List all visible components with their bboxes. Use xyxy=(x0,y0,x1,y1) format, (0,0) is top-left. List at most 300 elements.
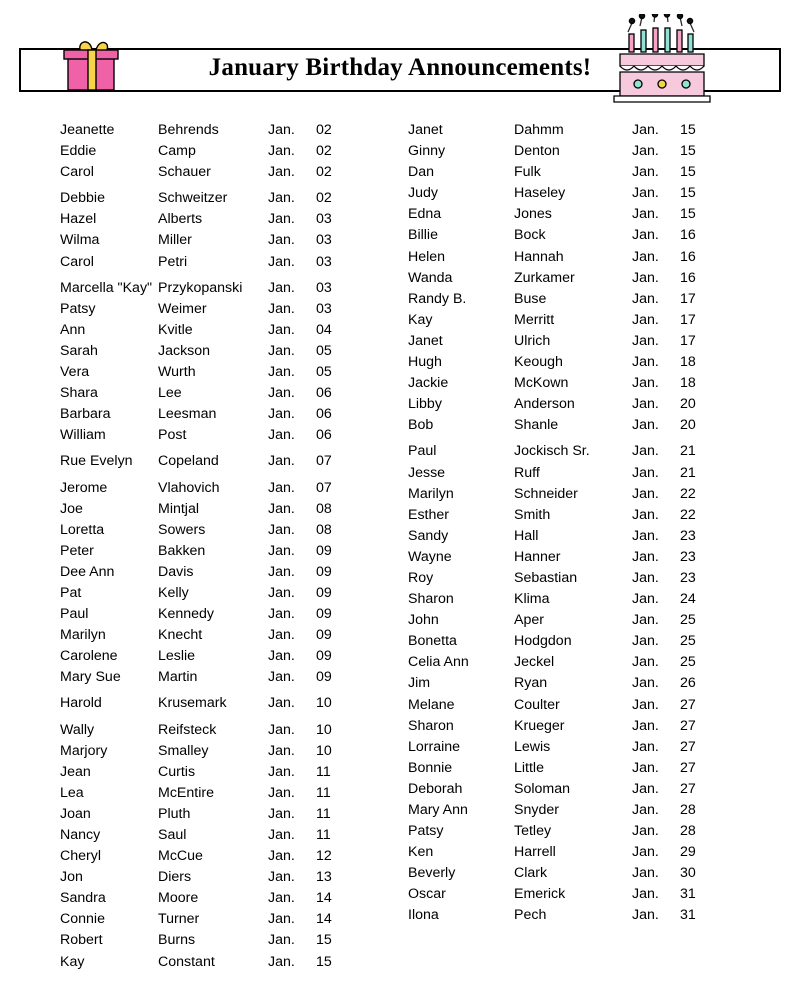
first-name: Roy xyxy=(408,569,434,586)
last-name: Diers xyxy=(158,869,192,886)
birth-day: 11 xyxy=(316,763,331,780)
birth-month: Jan. xyxy=(632,865,659,882)
last-name: McEntire xyxy=(158,784,214,801)
first-name: Shara xyxy=(60,385,98,402)
first-name: Sarah xyxy=(60,342,98,359)
first-name: Wayne xyxy=(408,548,452,565)
first-name: Lorraine xyxy=(408,738,461,755)
last-name: Smith xyxy=(514,506,551,523)
first-name: Carolene xyxy=(60,648,118,665)
birth-month: Jan. xyxy=(632,396,659,413)
last-name: Anderson xyxy=(514,396,575,413)
page-title: January Birthday Announcements! xyxy=(208,54,592,81)
first-name: Nancy xyxy=(60,827,101,843)
birth-day: 27 xyxy=(680,780,696,797)
last-name: Schauer xyxy=(158,164,211,181)
birth-day: 09 xyxy=(316,648,332,665)
birthday-row xyxy=(60,930,400,951)
birth-month: Jan. xyxy=(268,606,295,623)
birth-day: 23 xyxy=(680,548,696,565)
last-name: Jockisch Sr. xyxy=(514,443,590,460)
first-name: Beverly xyxy=(408,865,456,882)
first-name: Judy xyxy=(408,185,438,202)
first-name: Ginny xyxy=(408,143,446,160)
last-name: Clark xyxy=(514,865,548,882)
first-name: Sandra xyxy=(60,890,106,907)
birthday-row xyxy=(408,352,782,373)
birth-month: Jan. xyxy=(632,569,659,586)
first-name: Ann xyxy=(60,321,86,338)
first-name: Marjory xyxy=(60,742,108,759)
last-name: Fulk xyxy=(514,164,541,181)
birthday-row xyxy=(408,821,782,842)
birth-day: 21 xyxy=(680,443,696,460)
first-name: Vera xyxy=(60,364,90,381)
last-name: Hall xyxy=(514,527,539,544)
birthday-row xyxy=(60,141,400,162)
birthday-cake-icon xyxy=(606,14,726,106)
birthday-row xyxy=(60,952,400,973)
birth-day: 09 xyxy=(316,563,332,580)
birthday-row xyxy=(408,484,782,505)
birth-day: 22 xyxy=(680,485,696,502)
birth-day: 16 xyxy=(680,269,696,286)
birth-month: Jan. xyxy=(268,300,295,317)
first-name: Marcella "Kay" xyxy=(60,279,153,296)
birth-month: Jan. xyxy=(632,759,659,776)
birthday-row xyxy=(60,425,400,446)
last-name: Knecht xyxy=(158,627,203,644)
first-name: Paul xyxy=(408,443,437,460)
first-name: Jesse xyxy=(408,464,446,481)
first-name: Wally xyxy=(60,721,95,738)
last-name: Wurth xyxy=(158,364,196,381)
birthday-row xyxy=(60,562,400,583)
birth-day: 09 xyxy=(316,542,332,559)
first-name: Joan xyxy=(60,805,91,822)
birth-month: Jan. xyxy=(632,548,659,565)
birthday-row xyxy=(408,589,782,610)
birth-day: 02 xyxy=(316,164,332,181)
last-name: Klima xyxy=(514,591,550,608)
birth-day: 15 xyxy=(680,143,696,160)
first-name: Ken xyxy=(408,844,434,861)
birth-day: 13 xyxy=(316,869,332,886)
birthday-row xyxy=(60,583,400,604)
birthday-row xyxy=(60,120,400,141)
birth-month: Jan. xyxy=(632,311,659,328)
first-name: Debbie xyxy=(60,190,105,207)
birth-month: Jan. xyxy=(632,290,659,307)
last-name: Camp xyxy=(158,143,196,160)
birth-day: 15 xyxy=(680,206,696,223)
first-name: Dee Ann xyxy=(60,563,115,580)
first-name: John xyxy=(408,612,439,629)
birth-day: 16 xyxy=(680,248,696,265)
birth-month: Jan. xyxy=(268,164,295,181)
first-name: Eddie xyxy=(60,143,97,160)
first-name: Sharon xyxy=(408,591,454,608)
birth-month: Jan. xyxy=(268,953,295,970)
birthday-row xyxy=(60,320,400,341)
birth-month: Jan. xyxy=(268,742,295,759)
birth-month: Jan. xyxy=(268,479,295,496)
birth-month: Jan. xyxy=(632,443,659,460)
birth-month: Jan. xyxy=(632,506,659,523)
birthday-row xyxy=(60,804,400,825)
birth-month: Jan. xyxy=(268,695,295,712)
gift-icon xyxy=(52,34,128,100)
first-name: Wilma xyxy=(60,232,100,249)
birth-month: Jan. xyxy=(632,485,659,502)
last-name: Harrell xyxy=(514,844,556,861)
first-name: Robert xyxy=(60,932,103,949)
last-name: Krueger xyxy=(514,717,565,734)
birth-month: Jan. xyxy=(268,584,295,601)
birth-day: 10 xyxy=(316,695,332,712)
first-name: Mary Sue xyxy=(60,669,121,686)
birth-day: 15 xyxy=(316,953,332,970)
first-name: Marilyn xyxy=(60,627,106,644)
left-column xyxy=(18,120,400,973)
last-name: Krusemark xyxy=(158,695,227,712)
birthday-row xyxy=(408,716,782,737)
first-name: Esther xyxy=(408,506,450,523)
first-name: Jeanette xyxy=(60,122,115,138)
birthday-row xyxy=(60,909,400,930)
last-name: Hanner xyxy=(514,548,561,565)
birth-day: 28 xyxy=(680,823,696,840)
birth-day: 27 xyxy=(680,759,696,776)
last-name: McKown xyxy=(514,375,569,392)
last-name: Emerick xyxy=(514,886,566,903)
birthday-row xyxy=(60,383,400,404)
birthday-row xyxy=(60,604,400,625)
first-name: Pat xyxy=(60,584,82,601)
birth-day: 08 xyxy=(316,500,332,517)
birthday-row xyxy=(408,441,782,462)
birth-day: 15 xyxy=(316,932,332,949)
birth-day: 21 xyxy=(680,464,696,481)
birth-day: 10 xyxy=(316,721,332,738)
birth-day: 06 xyxy=(316,385,332,402)
birth-day: 09 xyxy=(316,669,332,686)
birthday-row xyxy=(60,520,400,541)
birthday-row xyxy=(60,341,400,362)
birth-day: 23 xyxy=(680,527,696,544)
last-name: Burns xyxy=(158,932,196,949)
birth-month: Jan. xyxy=(268,143,295,160)
birth-day: 15 xyxy=(680,185,696,202)
birth-day: 02 xyxy=(316,190,332,207)
last-name: Jones xyxy=(514,206,552,223)
first-name: Edna xyxy=(408,206,442,223)
last-name: Soloman xyxy=(514,780,570,797)
birth-day: 27 xyxy=(680,738,696,755)
birthday-row xyxy=(408,842,782,863)
first-name: Jackie xyxy=(408,375,449,392)
birth-month: Jan. xyxy=(268,827,295,843)
birth-month: Jan. xyxy=(632,248,659,265)
last-name: Jackson xyxy=(158,342,211,359)
birth-month: Jan. xyxy=(268,911,295,928)
first-name: Loretta xyxy=(60,521,105,538)
last-name: Coulter xyxy=(514,696,560,713)
birthday-row xyxy=(408,652,782,673)
birth-day: 28 xyxy=(680,802,696,818)
birth-day: 14 xyxy=(316,890,332,907)
first-name: Carol xyxy=(60,164,94,181)
birth-month: Jan. xyxy=(268,521,295,538)
last-name: Denton xyxy=(514,143,560,160)
birth-day: 02 xyxy=(316,122,332,138)
first-name: Randy B. xyxy=(408,290,467,307)
birth-month: Jan. xyxy=(268,563,295,580)
last-name: Snyder xyxy=(514,802,559,818)
birth-day: 24 xyxy=(680,591,696,608)
first-name: William xyxy=(60,427,106,444)
birth-day: 25 xyxy=(680,633,696,650)
birth-month: Jan. xyxy=(268,669,295,686)
birthday-row xyxy=(60,188,400,209)
birth-day: 09 xyxy=(316,584,332,601)
birthday-row xyxy=(408,247,782,268)
last-name: Pluth xyxy=(158,805,191,822)
birthday-row xyxy=(60,162,400,183)
first-name: Carol xyxy=(60,253,94,270)
last-name: Saul xyxy=(158,827,187,843)
birth-day: 25 xyxy=(680,612,696,629)
birth-day: 11 xyxy=(316,805,331,822)
right-column xyxy=(400,120,782,973)
birth-day: 03 xyxy=(316,232,332,249)
birth-month: Jan. xyxy=(268,721,295,738)
last-name: Alberts xyxy=(158,211,203,228)
last-name: Turner xyxy=(158,911,200,928)
birth-month: Jan. xyxy=(268,211,295,228)
last-name: Schneider xyxy=(514,485,578,502)
birth-month: Jan. xyxy=(268,453,295,470)
birthday-row xyxy=(60,667,400,688)
last-name: Copeland xyxy=(158,453,219,470)
birthday-row xyxy=(408,547,782,568)
birthday-row xyxy=(408,310,782,331)
first-name: Kay xyxy=(60,953,85,970)
birth-day: 11 xyxy=(316,784,331,801)
birth-day: 20 xyxy=(680,417,696,434)
birthday-row xyxy=(60,209,400,230)
first-name: Deborah xyxy=(408,780,463,797)
birth-day: 07 xyxy=(316,453,332,470)
birth-month: Jan. xyxy=(632,527,659,544)
birthday-row xyxy=(60,867,400,888)
last-name: Jeckel xyxy=(514,654,555,671)
first-name: Jon xyxy=(60,869,83,886)
birth-month: Jan. xyxy=(632,206,659,223)
birthday-row xyxy=(408,415,782,436)
birth-day: 27 xyxy=(680,717,696,734)
birth-day: 05 xyxy=(316,342,332,359)
birth-month: Jan. xyxy=(268,869,295,886)
birthday-row xyxy=(60,693,400,714)
birth-month: Jan. xyxy=(632,738,659,755)
page-header xyxy=(14,14,786,88)
birthday-row xyxy=(408,737,782,758)
birthday-row xyxy=(408,289,782,310)
birth-day: 03 xyxy=(316,253,332,270)
last-name: Merritt xyxy=(514,311,555,328)
birthday-row xyxy=(60,783,400,804)
last-name: Buse xyxy=(514,290,547,307)
birth-month: Jan. xyxy=(632,823,659,840)
birth-month: Jan. xyxy=(632,164,659,181)
first-name: Bob xyxy=(408,417,434,434)
last-name: Schweitzer xyxy=(158,190,228,207)
first-name: Sandy xyxy=(408,527,449,544)
birthday-row xyxy=(408,141,782,162)
last-name: Dahmm xyxy=(514,122,564,138)
birthday-row xyxy=(60,846,400,867)
birthday-row xyxy=(60,478,400,499)
first-name: Harold xyxy=(60,695,102,712)
birth-day: 05 xyxy=(316,364,332,381)
birth-month: Jan. xyxy=(268,385,295,402)
last-name: Ulrich xyxy=(514,332,551,349)
birthday-row xyxy=(408,758,782,779)
first-name: Bonetta xyxy=(408,633,457,650)
first-name: Oscar xyxy=(408,886,446,903)
birthday-row xyxy=(60,541,400,562)
first-name: Wanda xyxy=(408,269,453,286)
last-name: Reifsteck xyxy=(158,721,217,738)
birth-month: Jan. xyxy=(632,780,659,797)
last-name: Post xyxy=(158,427,187,444)
birth-day: 16 xyxy=(680,227,696,244)
last-name: Tetley xyxy=(514,823,552,840)
birth-month: Jan. xyxy=(268,763,295,780)
birth-day: 03 xyxy=(316,300,332,317)
birth-month: Jan. xyxy=(268,627,295,644)
first-name: Hazel xyxy=(60,211,97,228)
last-name: Bakken xyxy=(158,542,206,559)
birth-month: Jan. xyxy=(632,654,659,671)
first-name: Lea xyxy=(60,784,84,801)
last-name: Constant xyxy=(158,953,215,970)
birthday-row xyxy=(60,499,400,520)
birthday-row xyxy=(408,884,782,905)
birth-day: 06 xyxy=(316,406,332,423)
birth-day: 15 xyxy=(680,164,696,181)
birthday-row xyxy=(60,362,400,383)
birth-month: Jan. xyxy=(632,143,659,160)
birth-day: 18 xyxy=(680,354,696,371)
birth-month: Jan. xyxy=(632,354,659,371)
last-name: Przykopanski xyxy=(158,279,243,296)
birth-day: 27 xyxy=(680,696,696,713)
last-name: Ruff xyxy=(514,464,540,481)
first-name: Helen xyxy=(408,248,446,265)
birthday-row xyxy=(408,204,782,225)
birthday-row xyxy=(408,695,782,716)
birthday-row xyxy=(408,779,782,800)
birthday-row xyxy=(60,404,400,425)
first-name: Joe xyxy=(60,500,83,517)
first-name: Libby xyxy=(408,396,442,413)
birth-month: Jan. xyxy=(632,122,659,138)
birth-day: 04 xyxy=(316,321,332,338)
last-name: Weimer xyxy=(158,300,207,317)
first-name: Paul xyxy=(60,606,89,623)
first-name: Patsy xyxy=(408,823,444,840)
birth-month: Jan. xyxy=(268,805,295,822)
birthday-row xyxy=(60,230,400,251)
birth-month: Jan. xyxy=(268,406,295,423)
first-name: Celia Ann xyxy=(408,654,469,671)
last-name: Kennedy xyxy=(158,606,215,623)
birth-month: Jan. xyxy=(268,321,295,338)
last-name: Hannah xyxy=(514,248,564,265)
first-name: Marilyn xyxy=(408,485,454,502)
first-name: Jim xyxy=(408,675,431,692)
birthday-row xyxy=(60,888,400,909)
birth-month: Jan. xyxy=(632,185,659,202)
birthday-row xyxy=(408,268,782,289)
birthday-row xyxy=(408,373,782,394)
first-name: Dan xyxy=(408,164,435,181)
birth-day: 11 xyxy=(316,827,331,843)
birthday-list xyxy=(0,120,800,973)
birthday-row xyxy=(408,800,782,821)
birthday-row xyxy=(60,625,400,646)
birth-month: Jan. xyxy=(268,427,295,444)
last-name: Pech xyxy=(514,907,547,924)
birth-day: 26 xyxy=(680,675,696,692)
last-name: Curtis xyxy=(158,763,196,780)
birth-day: 31 xyxy=(680,907,696,924)
first-name: Bonnie xyxy=(408,759,453,776)
birth-day: 25 xyxy=(680,654,696,671)
first-name: Billie xyxy=(408,227,438,244)
last-name: Leslie xyxy=(158,648,196,665)
birth-day: 07 xyxy=(316,479,332,496)
first-name: Patsy xyxy=(60,300,96,317)
birth-day: 09 xyxy=(316,606,332,623)
birth-day: 23 xyxy=(680,569,696,586)
birth-day: 12 xyxy=(316,848,332,865)
last-name: Lee xyxy=(158,385,182,402)
birth-day: 22 xyxy=(680,506,696,523)
birth-day: 17 xyxy=(680,290,696,307)
first-name: Sharon xyxy=(408,717,454,734)
birth-month: Jan. xyxy=(632,417,659,434)
birthday-row xyxy=(408,610,782,631)
last-name: Davis xyxy=(158,563,194,580)
first-name: Barbara xyxy=(60,406,111,423)
birthday-row xyxy=(408,183,782,204)
birth-day: 10 xyxy=(316,742,332,759)
birth-month: Jan. xyxy=(632,375,659,392)
birth-month: Jan. xyxy=(632,717,659,734)
birth-month: Jan. xyxy=(268,890,295,907)
birth-month: Jan. xyxy=(268,279,295,296)
birth-day: 03 xyxy=(316,279,332,296)
birth-month: Jan. xyxy=(268,232,295,249)
last-name: Smalley xyxy=(158,742,209,759)
last-name: Mintjal xyxy=(158,500,199,517)
birth-day: 31 xyxy=(680,886,696,903)
birth-day: 29 xyxy=(680,844,696,861)
first-name: Cheryl xyxy=(60,848,101,865)
